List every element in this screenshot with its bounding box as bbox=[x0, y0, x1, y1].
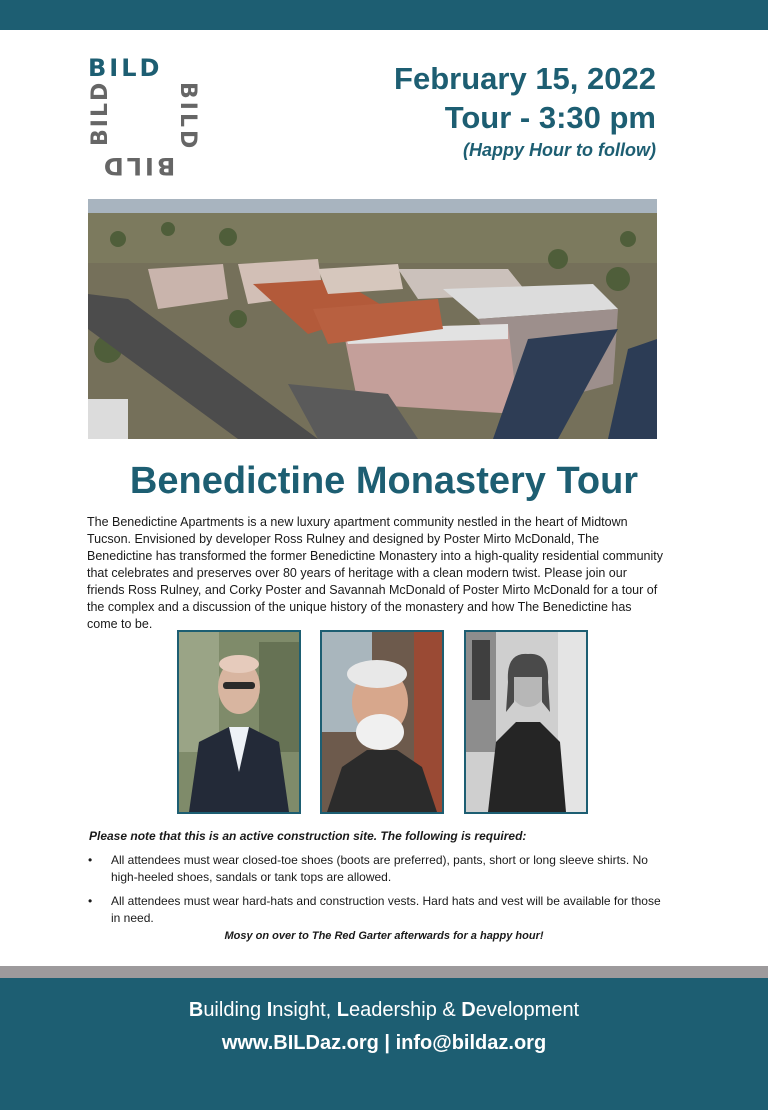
requirement-item bbox=[88, 893, 668, 927]
requirement-item bbox=[88, 852, 668, 886]
bullet-mark: • bbox=[88, 894, 93, 908]
logo-word-top: BILD bbox=[88, 54, 163, 82]
event-date: February 15, 2022 bbox=[394, 61, 656, 96]
bullet-mark: • bbox=[88, 853, 93, 867]
requirement-text: All attendees must wear hard-hats and construction vests. Hard hats and vest will be available for those in need. bbox=[111, 894, 661, 925]
requirement-text: All attendees must wear closed-toe shoes (boots are preferred), pants, short or long sleeve shirts. No high-heeled shoes, sandals or tank tops are allowed. bbox=[111, 853, 648, 884]
aerial-photo bbox=[88, 199, 657, 439]
footer bbox=[0, 978, 768, 1110]
logo-word-right: BILD bbox=[175, 82, 200, 152]
intro-paragraph: The Benedictine Apartments is a new luxury apartment community nestled in the heart of Midtown Tucson. Envisioned by developer Ross Rulney and designed by Poster Mirto McDonald, The Benedictine has transformed the former Benedictine Monastery into a high-quality residential community that celebrates and preserves over 80 years of heritage with a clean modern twist. Please join our friends Ross Rulney, and Corky Poster and Savannah McDonald of Poster Mirto McDonald for a tour of the complex and a discussion of the unique history of the monastery and how The Benedictine has come to be. bbox=[87, 515, 663, 631]
page-title: Benedictine Monastery Tour bbox=[129, 460, 639, 502]
logo-word-bottom: BILD bbox=[100, 152, 176, 180]
event-info bbox=[394, 60, 656, 162]
top-color-band bbox=[0, 0, 768, 30]
bild-logo bbox=[88, 56, 200, 178]
construction-notice: Please note that this is an active construction site. The following is required: bbox=[89, 829, 527, 843]
portrait-photo-1 bbox=[177, 630, 301, 814]
logo-word-left: BILD bbox=[88, 80, 113, 146]
event-time: Tour - 3:30 pm bbox=[444, 100, 656, 135]
footer-tagline: Building Insight, Leadership & Development bbox=[188, 999, 580, 1021]
footer-contact[interactable]: www.BILDaz.org | info@bildaz.org bbox=[221, 1032, 547, 1054]
grey-divider-band bbox=[0, 966, 768, 978]
portrait-photo-3 bbox=[464, 630, 588, 814]
event-note: (Happy Hour to follow) bbox=[463, 140, 656, 160]
portrait-photo-2 bbox=[320, 630, 444, 814]
closing-note: Mosy on over to The Red Garter afterwards for a happy hour! bbox=[224, 930, 544, 942]
requirements-list bbox=[88, 852, 668, 934]
